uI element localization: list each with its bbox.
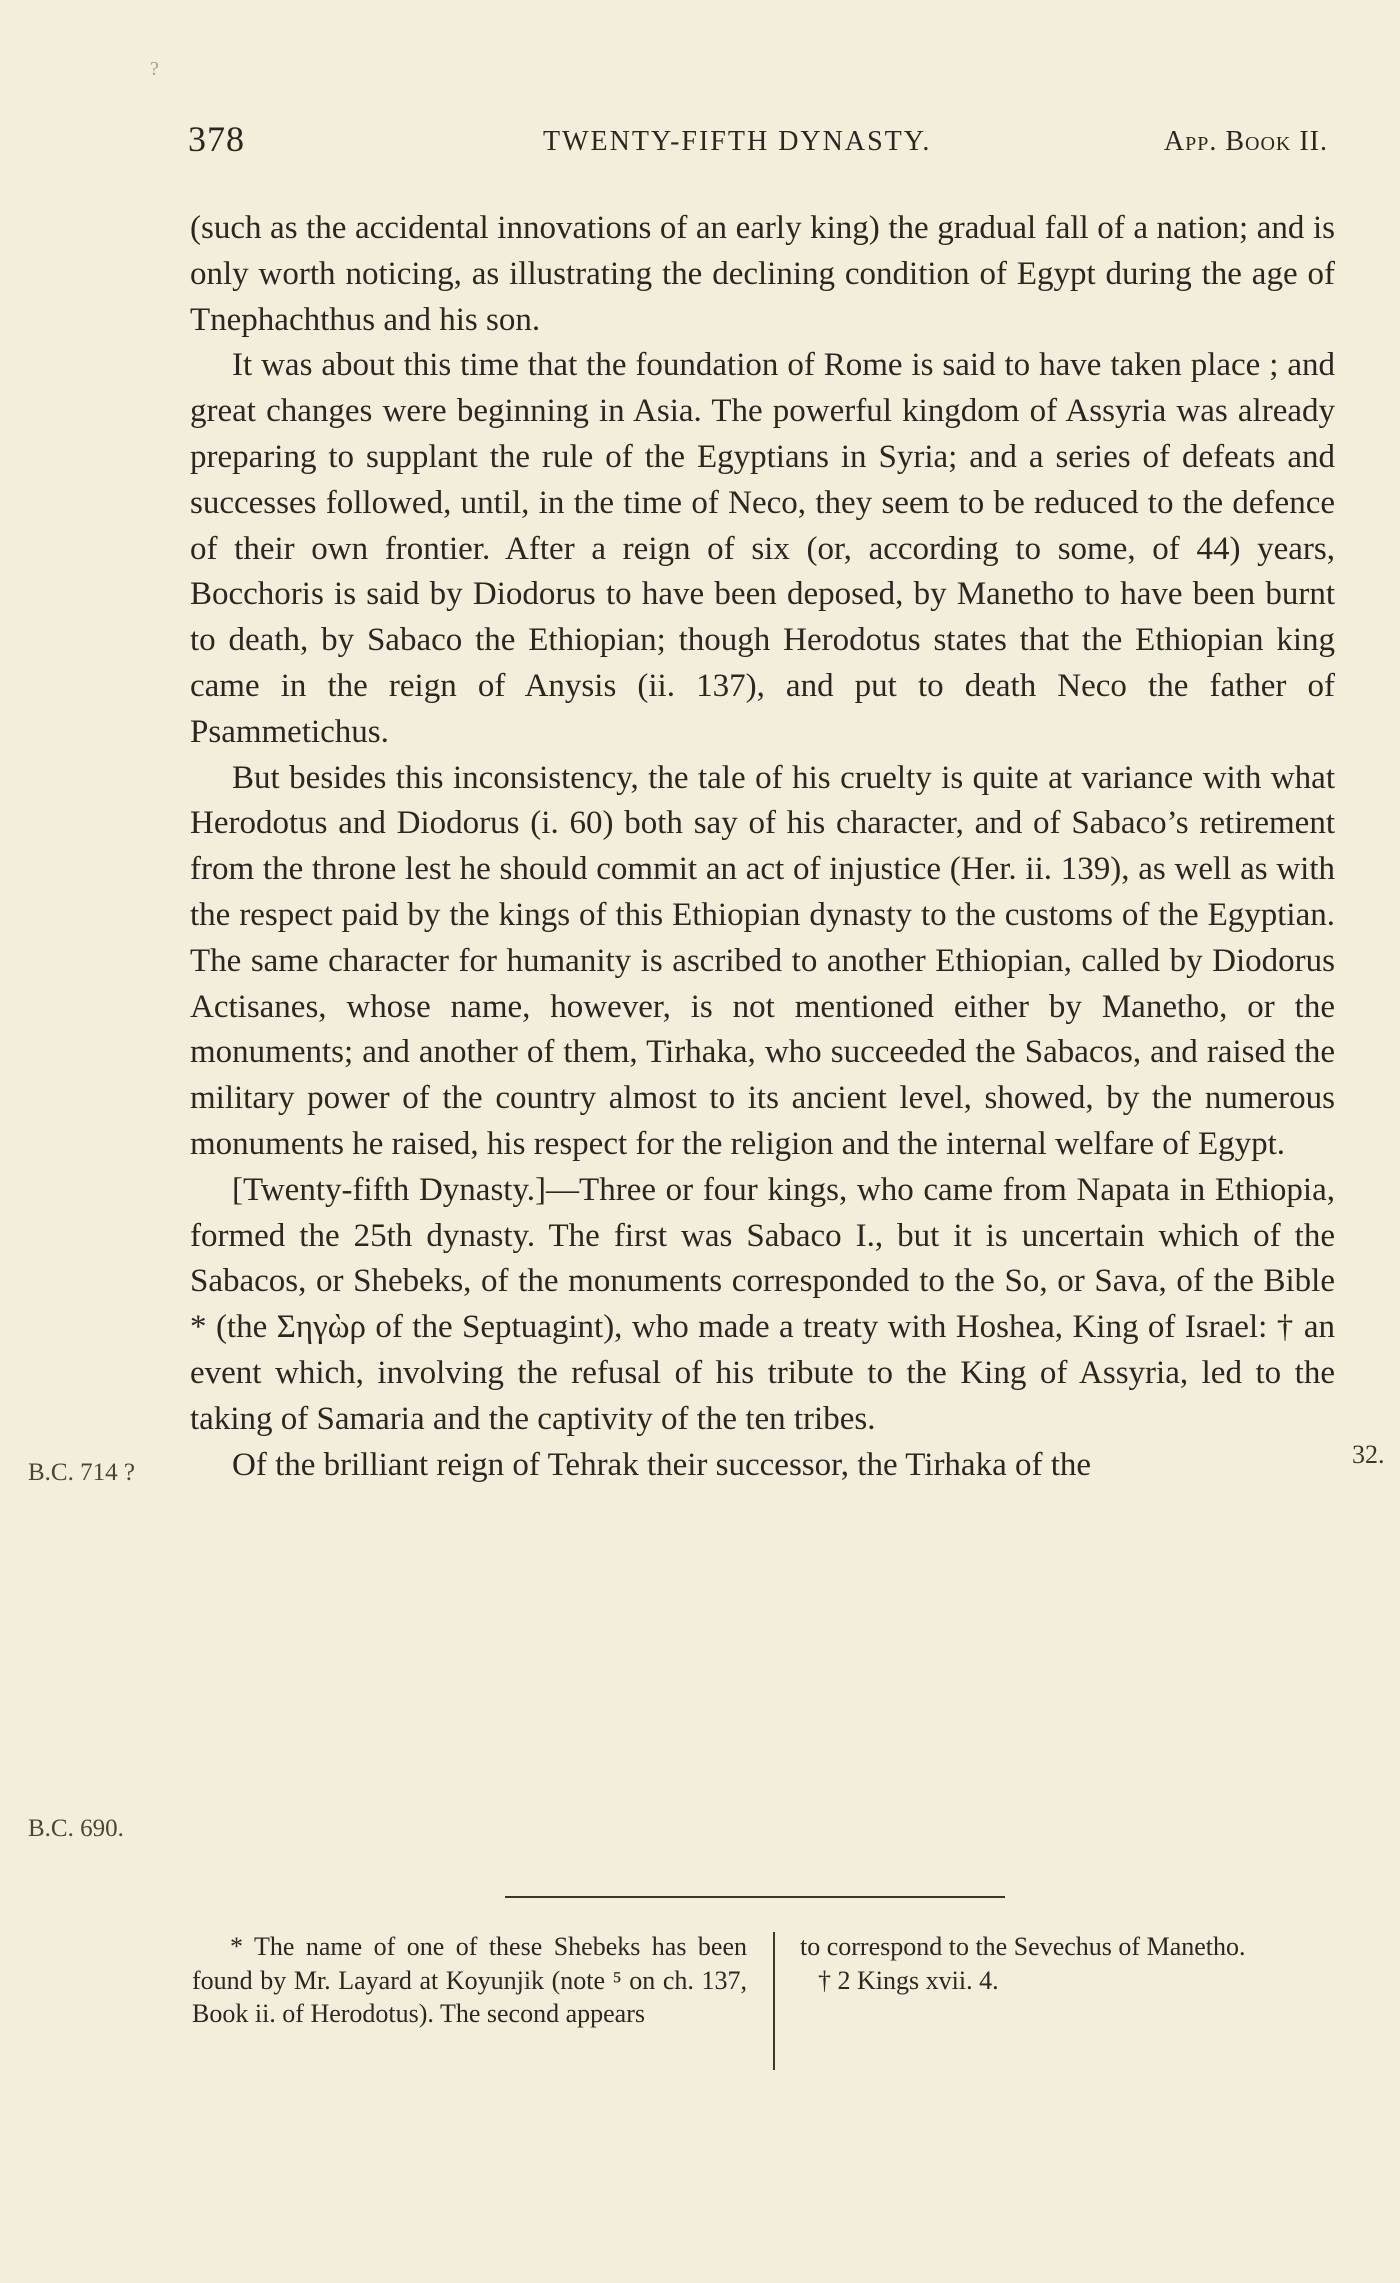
- running-header: [188, 118, 1338, 168]
- footnote-column-right: [800, 1930, 1340, 1997]
- footnote-text: * The name of one of these Shebeks has been found by Mr. Layard at Koyunjik (note ⁵ on ch. 137, Book ii. of Herodotus). The second appears: [192, 1932, 747, 2028]
- paragraph: Of the brilliant reign of Tehrak their successor, the Tirhaka of the: [232, 1446, 1092, 1483]
- margin-reference-number: 32.: [1352, 1440, 1385, 1469]
- paragraph: (such as the accidental innovations of an early king) the gradual fall of a nation; and is only worth noticing, as illustrating the declining condition of Egypt during the age of Tnephachthus and his son.: [190, 210, 1335, 338]
- main-text: [190, 206, 1335, 1488]
- margin-date-714: B.C. 714 ?: [28, 1459, 135, 1486]
- paragraph: [Twenty-fifth Dynasty.]—Three or four kings, who came from Napata in Ethiopia, formed the 25th dynasty. The first was Sabaco I., but it is uncertain which of the Sabacos, or Shebeks, of the monuments corresponded to the So, or Sava, of the Bible * (the Σηγὼρ of the Septuagint), who made a treaty with Hoshea, King of Israel: † an event which, involving the refusal of his tribute to the King of Assyria, led to the taking of Samaria and the captivity of the ten tribes.: [190, 1171, 1335, 1437]
- margin-date-690: B.C. 690.: [28, 1815, 124, 1842]
- footnote-text: to correspond to the Sevechus of Manetho.: [800, 1932, 1246, 1961]
- footnote-rule: [505, 1896, 1005, 1898]
- book-reference: App. Book II.: [1163, 126, 1328, 157]
- footnote-column-divider: [773, 1932, 775, 2070]
- footnote-column-left: [192, 1930, 747, 2031]
- paragraph: But besides this inconsistency, the tale of his cruelty is quite at variance with what Herodotus and Diodorus (i. 60) both say of his character, and of Sabaco’s retirement from the throne lest he should commit an act of injustice (Her. ii. 139), as well as with the respect paid by the kings of this Ethiopian dynasty to the customs of the Egyptian. The same character for humanity is ascribed to another Ethiopian, called by Diodorus Actisanes, whose name, however, is not mentioned either by Manetho, or the monuments; and another of them, Tirhaka, who succeeded the Sabacos, and raised the military power of the country almost to its ancient level, showed, by the numerous monuments he raised, his respect for the religion and the internal welfare of Egypt.: [190, 759, 1335, 1162]
- paragraph: It was about this time that the foundation of Rome is said to have taken place ; and great changes were beginning in Asia. The powerful kingdom of Assyria was already preparing to supplant the rule of the Egyptians in Syria; and a series of defeats and successes followed, until, in the time of Neco, they seem to be reduced to the defence of their own frontier. After a reign of six (or, according to some, of 44) years, Bocchoris is said by Diodorus to have been deposed, by Manetho to have been burnt to death, by Sabaco the Ethiopian; though Herodotus states that the Ethiopian king came in the reign of Anysis (ii. 137), and put to death Neco the father of Psammetichus.: [190, 347, 1335, 750]
- page-number: 378: [188, 119, 245, 159]
- running-title: TWENTY-FIFTH DYNASTY.: [543, 126, 932, 157]
- footnote-text: † 2 Kings xvii. 4.: [818, 1965, 999, 1995]
- stray-mark: ?: [150, 58, 159, 80]
